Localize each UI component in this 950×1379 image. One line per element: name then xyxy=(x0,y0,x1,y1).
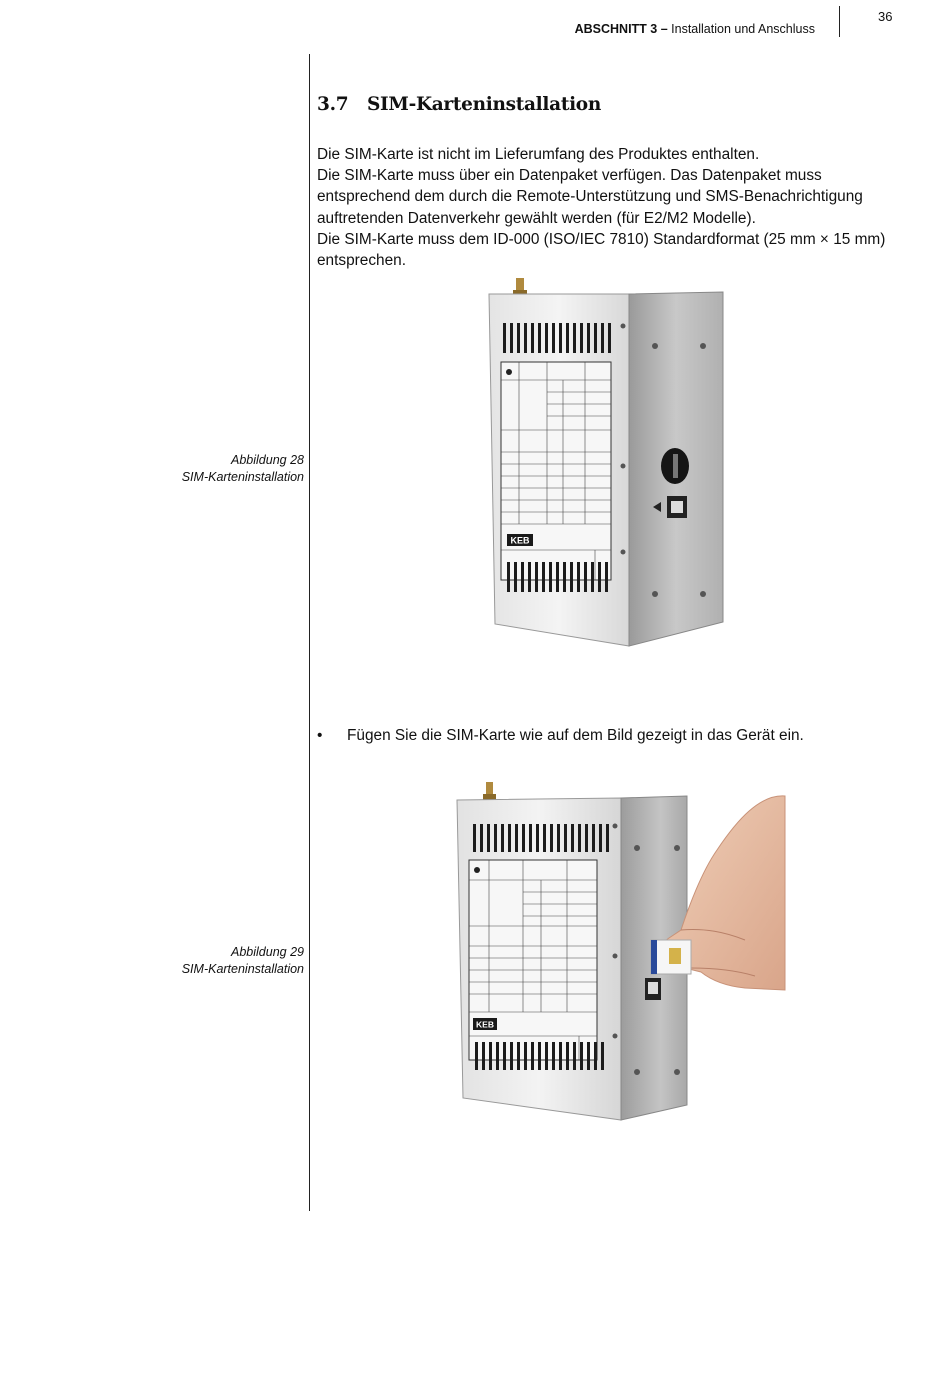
figure-caption xyxy=(182,452,304,486)
header-section-number: ABSCHNITT 3 – xyxy=(574,22,668,36)
list-item xyxy=(317,727,804,745)
device-photo xyxy=(485,276,730,654)
antenna-connector xyxy=(486,782,493,796)
device-photo-insertion xyxy=(455,780,790,1125)
section-title: SIM-Karteninstallation xyxy=(367,94,601,115)
page-number: 36 xyxy=(878,9,893,24)
bullet-icon: • xyxy=(317,727,323,744)
figure-caption-text: SIM-Karteninstallation xyxy=(181,470,304,484)
body-text xyxy=(317,144,917,271)
device-label-panel xyxy=(501,362,611,580)
paragraph: Die SIM-Karte muss dem ID-000 (ISO/IEC 7810) Standardformat (25 mm × 15 mm) entsprechen. xyxy=(317,230,886,270)
paragraph: Die SIM-Karte ist nicht im Lieferumfang des Produktes enthalten. xyxy=(317,146,760,163)
sim-chip xyxy=(669,948,681,964)
figure-caption-text: SIM-Karteninstallation xyxy=(181,962,304,976)
figure-label: Abbildung 29 xyxy=(231,945,304,959)
figure-caption xyxy=(182,944,304,978)
svg-text:KEB: KEB xyxy=(476,1019,494,1030)
header-divider xyxy=(839,6,840,37)
section-number: 3.7 xyxy=(317,94,349,115)
list-item-text: Fügen Sie die SIM-Karte wie auf dem Bild gezeigt in das Gerät ein. xyxy=(347,727,804,744)
svg-text:KEB: KEB xyxy=(510,535,530,546)
section-heading xyxy=(317,94,601,115)
header-section-title: Installation und Anschluss xyxy=(667,22,815,36)
margin-rule xyxy=(309,54,310,1211)
antenna-connector xyxy=(516,278,524,292)
paragraph: Die SIM-Karte muss über ein Datenpaket verfügen. Das Datenpaket muss entsprechend dem durch die Remote-Unterstützung und SMS-Benachrichtigung auftretenden Datenverkehr gewählt werden (für E2/M2 Modelle). xyxy=(317,167,863,227)
running-header xyxy=(575,22,815,36)
figure-label: Abbildung 28 xyxy=(231,453,304,467)
